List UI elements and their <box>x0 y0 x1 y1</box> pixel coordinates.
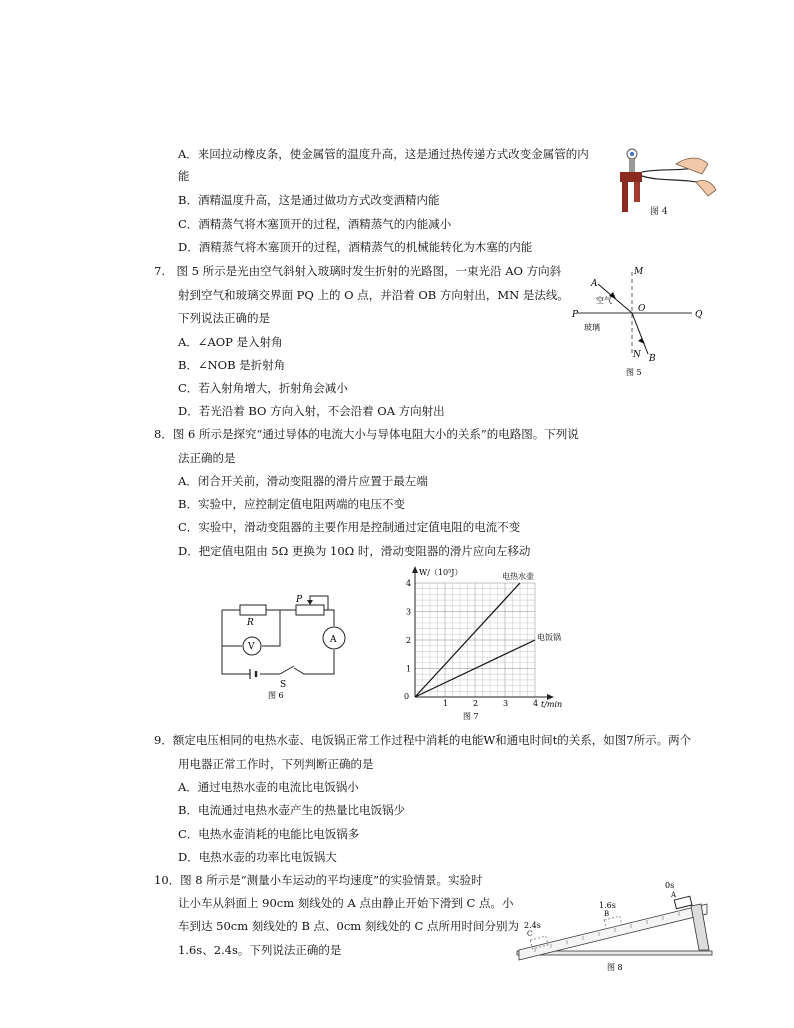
q6-option-c: C．酒精蒸气将木塞顶开的过程，酒精蒸气的内能减小 <box>178 217 452 231</box>
y-axis-arrow-icon <box>412 566 418 573</box>
y-tick-label: 2 <box>406 636 412 645</box>
x-axis-label: t/min <box>541 700 563 709</box>
q10-stem-line2: 让小车从斜面上 90cm 刻线处的 A 点由静止开始下滑到 C 点。小 <box>178 896 514 910</box>
origin-label: 0 <box>404 692 410 701</box>
figure-4-drawing <box>620 149 716 212</box>
time-b: 1.6s <box>599 901 616 910</box>
x-tick-label: 3 <box>503 699 509 708</box>
slider-arrow-icon <box>307 600 313 605</box>
q9-option-a: A．通过电热水壶的电流比电饭锅小 <box>178 780 359 794</box>
q9-stem-line2: 用电器正常工作时，下列判断正确的是 <box>178 757 374 771</box>
q6-option-a-line1: A．来回拉动橡皮条，使金属管的温度升高，这是通过热传递方式改变金属管的内 <box>178 147 589 161</box>
q7-option-a: A．∠AOP 是入射角 <box>178 335 283 349</box>
q8-option-a: A．闭合开关前，滑动变阻器的滑片应置于最左端 <box>178 474 428 488</box>
label-s: S <box>280 680 287 690</box>
q8-stem-line2: 法正确的是 <box>178 451 236 465</box>
q6-option-d: D．酒精蒸气将木塞顶开的过程，酒精蒸气的机械能转化为木塞的内能 <box>178 240 533 254</box>
series-label-rice-cooker: 电饭锅 <box>537 633 561 642</box>
q8-option-c: C．实验中，滑动变阻器的主要作用是控制通过定值电阻的电流不变 <box>178 520 521 534</box>
bottom-wires <box>222 610 334 674</box>
q10-stem-line4: 1.6s、2.4s。下列说法正确的是 <box>178 943 342 957</box>
label-q: Q <box>695 310 703 320</box>
rheostat <box>296 605 324 615</box>
label-v: V <box>248 642 255 652</box>
q9-stem-line1: 9．额定电压相同的电热水壶、电饭锅正常工作过程中消耗的电能W和通电时间t的关系，如图7所示。两个 <box>154 733 692 747</box>
figure-5 <box>570 262 710 382</box>
x-tick-label: 1 <box>443 699 449 708</box>
label-air: 空气 <box>596 296 612 305</box>
q7-option-d: D．若光沿着 BO 方向入射，不会沿着 OA 方向射出 <box>178 404 445 418</box>
q9-option-b: B．电流通过电热水壶产生的热量比电饭锅少 <box>178 803 405 817</box>
y-tick-label: 4 <box>406 579 412 588</box>
label-n: N <box>633 350 641 360</box>
figure-7-caption: 图 7 <box>463 712 479 721</box>
q10-stem-line1: 10．图 8 所示是“测量小车运动的平均速度”的实验情景。实验时 <box>154 873 483 887</box>
figure-8 <box>515 876 715 976</box>
series-label-kettle: 电热水壶 <box>502 572 534 581</box>
figure-4-caption: 图 4 <box>650 207 668 217</box>
slider-wire <box>310 596 328 610</box>
top-wires <box>222 610 334 626</box>
label-p: P <box>572 310 579 320</box>
label-a: A <box>591 279 598 289</box>
figure-8-caption: 图 8 <box>607 963 623 972</box>
time-c: 2.4s <box>524 921 541 930</box>
label-a: A <box>671 891 677 899</box>
y-tick-label: 3 <box>406 607 412 617</box>
label-a: A <box>330 635 337 645</box>
label-r: R <box>247 618 254 628</box>
figure-5-caption: 图 5 <box>626 368 642 377</box>
q9-option-c: C．电热水壶消耗的电能比电饭锅多 <box>178 827 360 841</box>
chart-grid <box>415 583 535 697</box>
q7-stem-line3: 下列说法正确的是 <box>178 311 270 325</box>
label-o: O <box>638 304 646 314</box>
q8-stem-line1: 8．图 6 所示是探究“通过导体的电流大小与导体电阻大小的关系”的电路图。下列说 <box>154 427 579 441</box>
cart <box>674 896 692 909</box>
x-tick-label: 4 <box>533 699 539 708</box>
label-p: P <box>296 595 303 605</box>
refracted-ray-ob <box>632 313 648 354</box>
q6-option-b: B．酒精温度升高，这是通过做功方式改变酒精内能 <box>178 193 440 207</box>
figure-7-chart <box>395 563 565 723</box>
q7-option-b: B．∠NOB 是折射角 <box>178 358 286 372</box>
label-b: B <box>604 910 610 918</box>
q8-option-b: B．实验中，应控制定值电阻两端的电压不变 <box>178 497 405 511</box>
y-tick-label: 1 <box>406 664 412 674</box>
figure-6-caption: 图 6 <box>268 691 284 700</box>
x-tick-label: 2 <box>473 699 479 708</box>
label-b: B <box>649 354 656 364</box>
q10-stem-line3: 车到达 50cm 刻线处的 B 点、0cm 刻线处的 C 点所用时间分别为 <box>178 919 519 933</box>
label-c: C <box>527 930 533 938</box>
switch-blade <box>280 666 294 674</box>
y-axis-label: W/（10⁵J） <box>419 568 463 577</box>
label-glass: 玻璃 <box>584 323 600 332</box>
refracted-arrow-icon <box>638 338 645 344</box>
time-a: 0s <box>665 881 675 890</box>
resistor-r <box>240 605 266 615</box>
label-m: M <box>634 267 644 277</box>
q7-option-c: C．若入射角增大，折射角会减小 <box>178 381 348 395</box>
q7-stem-line1: 7. 图 5 所示是光由空气斜射入玻璃时发生折射的光路图，一束光沿 AO 方向斜 <box>154 264 562 278</box>
q7-stem-line2: 射到空气和玻璃交界面 PQ 上的 O 点，并沿着 OB 方向射出，MN 是法线。 <box>178 288 569 302</box>
q6-option-a-line2: 能 <box>178 169 190 183</box>
q8-option-d: D．把定值电阻由 5Ω 更换为 10Ω 时，滑动变阻器的滑片应向左移动 <box>178 544 531 558</box>
figure-6 <box>214 590 354 702</box>
q9-option-d: D．电热水壶的功率比电饭锅大 <box>178 850 337 864</box>
